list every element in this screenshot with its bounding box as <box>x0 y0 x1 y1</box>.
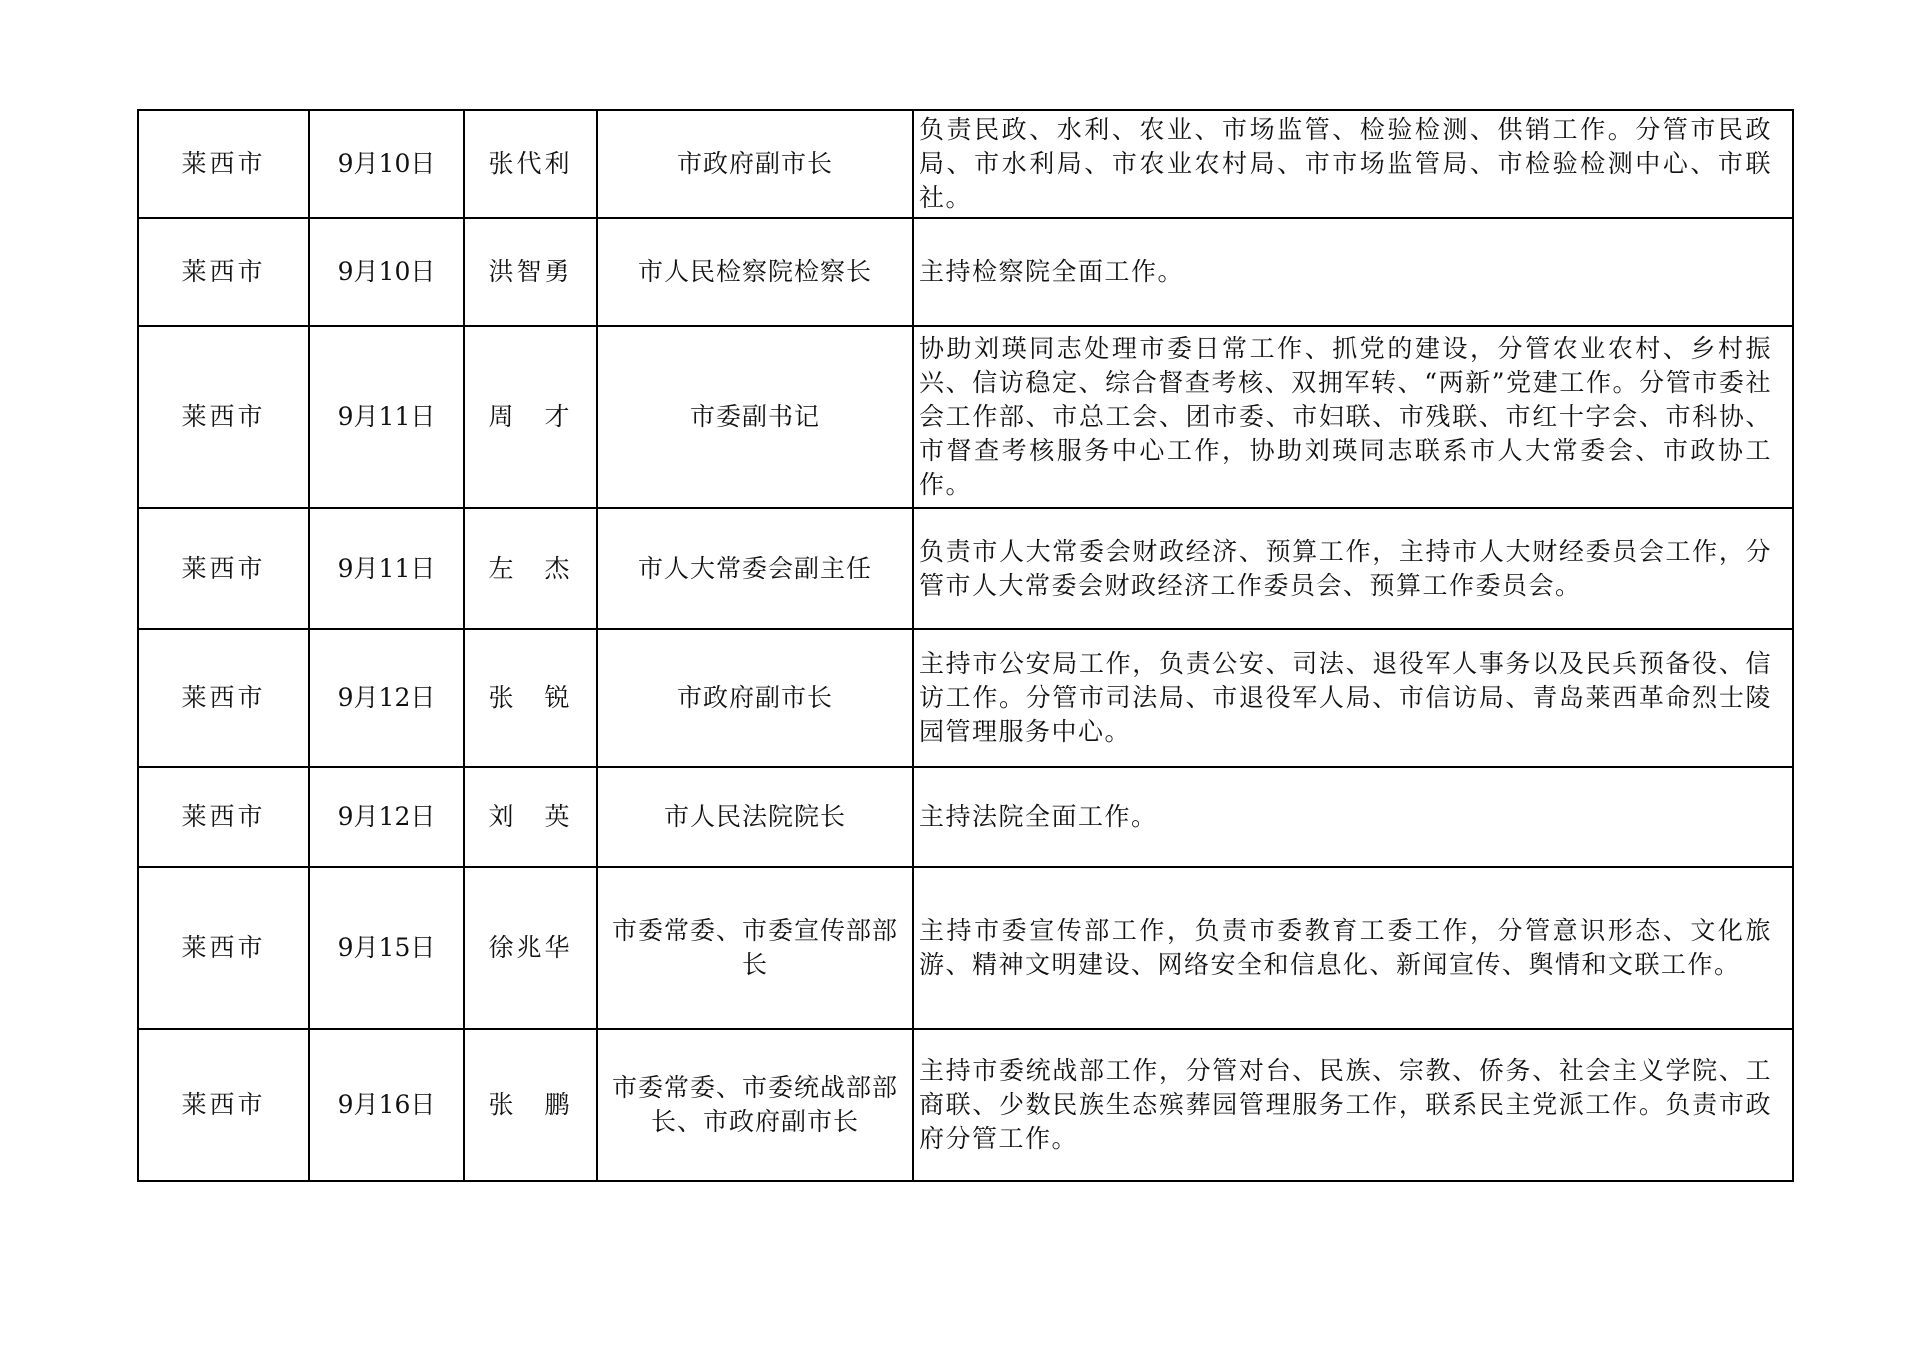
region-cell: 莱西市 <box>138 767 309 867</box>
duties-cell: 协助刘瑛同志处理市委日常工作、抓党的建设，分管农业农村、乡村振兴、信访稳定、综合督查考核、双拥军转、“两新”党建工作。分管市委社会工作部、市总工会、团市委、市妇联、市残联、市红十字会、市科协、市督查考核服务中心工作，协助刘瑛同志联系市人大常委会、市政协工作。 <box>913 326 1793 508</box>
date-cell: 9月16日 <box>309 1029 464 1181</box>
table-row <box>138 1029 1793 1181</box>
name-cell: 张代利 <box>464 110 597 218</box>
region-cell: 莱西市 <box>138 110 309 218</box>
position-cell: 市人民检察院检察长 <box>597 218 913 326</box>
name-cell: 张 锐 <box>464 629 597 767</box>
position-cell: 市人大常委会副主任 <box>597 508 913 629</box>
date-cell: 9月15日 <box>309 867 464 1029</box>
table-row <box>138 110 1793 218</box>
region-cell: 莱西市 <box>138 867 309 1029</box>
name-cell: 左 杰 <box>464 508 597 629</box>
duties-cell: 主持检察院全面工作。 <box>913 218 1793 326</box>
appointment-table <box>137 109 1794 1182</box>
duties-cell: 负责市人大常委会财政经济、预算工作，主持市人大财经委员会工作，分管市人大常委会财政经济工作委员会、预算工作委员会。 <box>913 508 1793 629</box>
name-cell: 刘 英 <box>464 767 597 867</box>
duties-cell: 主持市委宣传部工作，负责市委教育工委工作，分管意识形态、文化旅游、精神文明建设、网络安全和信息化、新闻宣传、舆情和文联工作。 <box>913 867 1793 1029</box>
duties-cell: 主持市委统战部工作，分管对台、民族、宗教、侨务、社会主义学院、工商联、少数民族生态殡葬园管理服务工作，联系民主党派工作。负责市政府分管工作。 <box>913 1029 1793 1181</box>
position-cell: 市委副书记 <box>597 326 913 508</box>
region-cell: 莱西市 <box>138 218 309 326</box>
date-cell: 9月11日 <box>309 326 464 508</box>
region-cell: 莱西市 <box>138 326 309 508</box>
name-cell: 张 鹏 <box>464 1029 597 1181</box>
duties-cell: 主持市公安局工作，负责公安、司法、退役军人事务以及民兵预备役、信访工作。分管市司法局、市退役军人局、市信访局、青岛莱西革命烈士陵园管理服务中心。 <box>913 629 1793 767</box>
position-cell: 市政府副市长 <box>597 110 913 218</box>
region-cell: 莱西市 <box>138 629 309 767</box>
appointment-table-container <box>137 109 1792 1182</box>
position-cell: 市人民法院院长 <box>597 767 913 867</box>
region-cell: 莱西市 <box>138 508 309 629</box>
position-cell: 市政府副市长 <box>597 629 913 767</box>
name-cell: 周 才 <box>464 326 597 508</box>
name-cell: 徐兆华 <box>464 867 597 1029</box>
position-cell: 市委常委、市委统战部部长、市政府副市长 <box>597 1029 913 1181</box>
table-row <box>138 218 1793 326</box>
table-row <box>138 867 1793 1029</box>
duties-cell: 负责民政、水利、农业、市场监管、检验检测、供销工作。分管市民政局、市水利局、市农业农村局、市市场监管局、市检验检测中心、市联社。 <box>913 110 1793 218</box>
name-cell: 洪智勇 <box>464 218 597 326</box>
position-cell: 市委常委、市委宣传部部长 <box>597 867 913 1029</box>
date-cell: 9月12日 <box>309 629 464 767</box>
date-cell: 9月10日 <box>309 110 464 218</box>
date-cell: 9月11日 <box>309 508 464 629</box>
region-cell: 莱西市 <box>138 1029 309 1181</box>
table-row <box>138 326 1793 508</box>
table-row <box>138 767 1793 867</box>
duties-cell: 主持法院全面工作。 <box>913 767 1793 867</box>
date-cell: 9月10日 <box>309 218 464 326</box>
table-row <box>138 508 1793 629</box>
table-row <box>138 629 1793 767</box>
date-cell: 9月12日 <box>309 767 464 867</box>
